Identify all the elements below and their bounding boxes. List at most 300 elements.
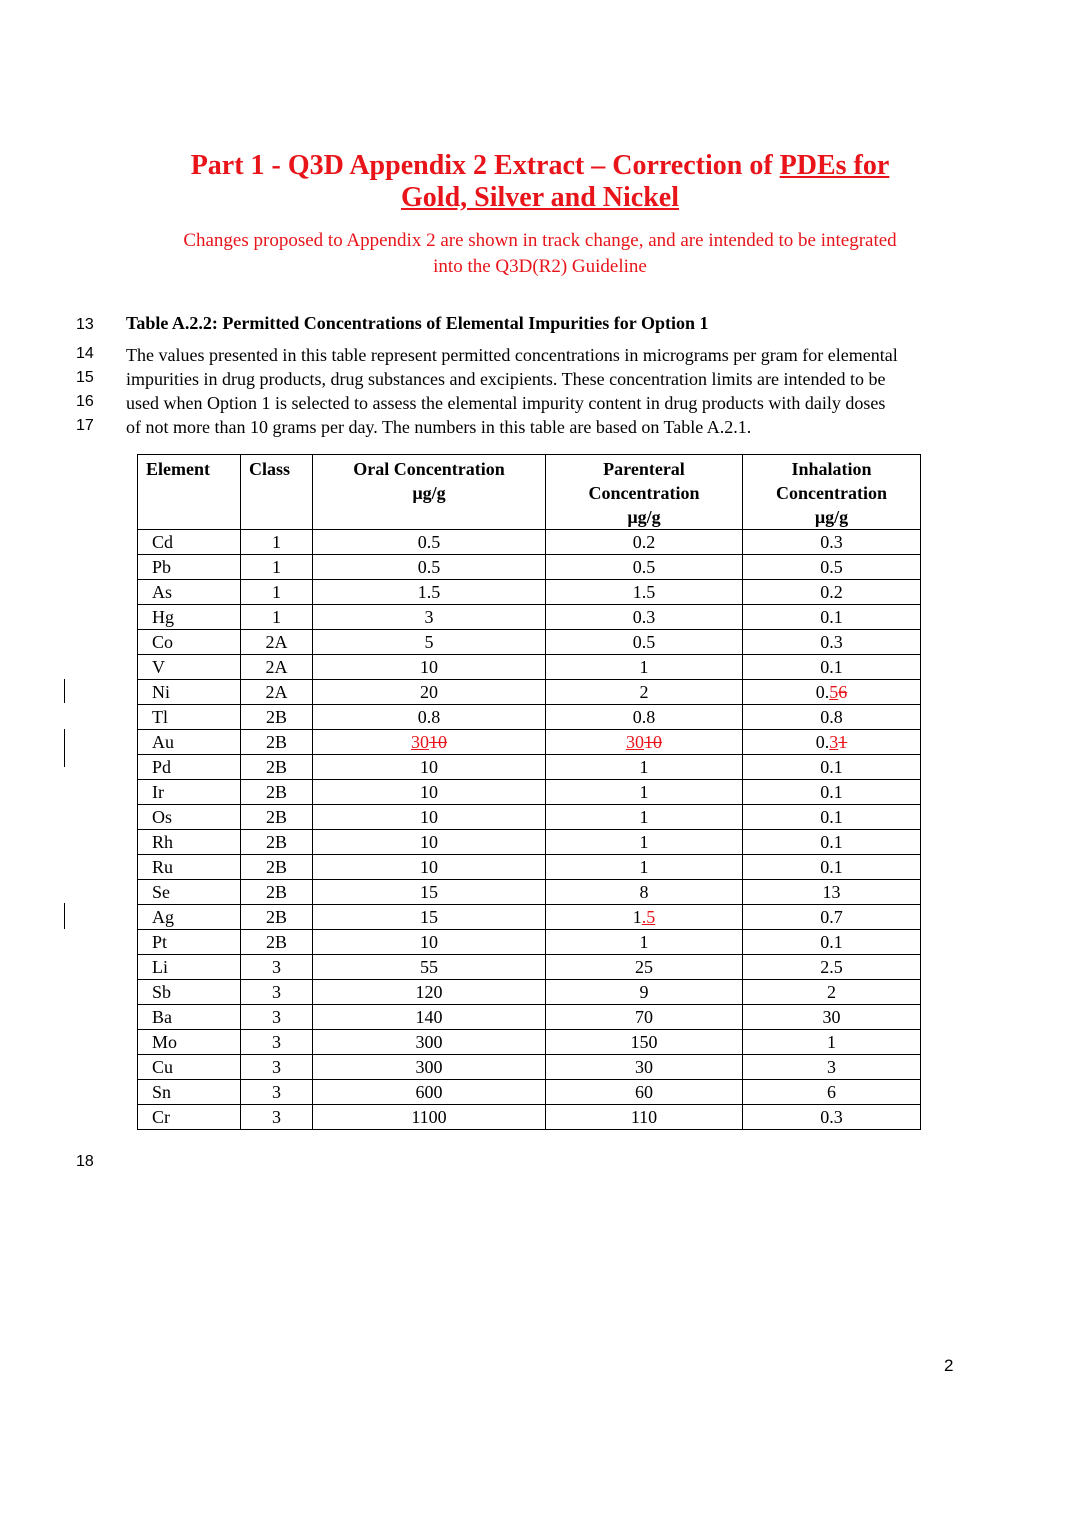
cell-element-value: V [152,657,165,677]
cell-element [138,730,241,755]
cell-inhalation-value: 0.3 [820,532,843,552]
cell-element [138,780,241,805]
cell-class [241,680,313,705]
cell-inhalation-value: 3 [827,1057,836,1077]
cell-element [138,805,241,830]
cell-parenteral-value: 2 [639,682,649,702]
cell-parenteral [546,730,743,755]
line-number: 16 [76,393,94,410]
cell-oral-value: 300 [415,1057,443,1077]
cell-inhalation [743,930,921,955]
cell-parenteral-value: 1.5 [632,582,656,602]
cell-class [241,630,313,655]
cell-oral-value: 1100 [411,1107,447,1127]
cell-inhalation-value: 0.2 [820,582,843,602]
header-element: Element [138,455,241,530]
cell-oral-value: 3 [424,607,434,627]
cell-oral-value: 15 [420,882,438,902]
cell-element-value: Pt [152,932,168,952]
cell-inhalation-value: 0.8 [820,707,843,727]
cell-oral-value: 5 [424,632,434,652]
cell-element-value: Se [152,882,170,902]
cell-class-value: 2A [265,632,288,652]
cell-class-value: 1 [272,582,281,602]
cell-inhalation-value: 0.7 [820,907,843,927]
header-inhalation-label: Inhalation [791,459,872,479]
cell-inhalation-value: 0.3 [820,632,843,652]
cell-oral [313,905,546,930]
inserted-text: .5 [641,907,656,927]
cell-parenteral-value: 150 [630,1032,658,1052]
cell-oral [313,1005,546,1030]
cell-element-value: Os [152,807,173,827]
deleted-text: 6 [838,682,848,702]
cell-parenteral-value: 8 [639,882,649,902]
line-number: 13 [76,316,94,333]
cell-oral-value: 10 [420,657,438,677]
change-bar [64,903,65,929]
cell-inhalation-value: 0.1 [820,807,843,827]
cell-parenteral [546,905,743,930]
cell-parenteral [546,630,743,655]
cell-element-value: As [152,582,173,602]
cell-parenteral-value: 0.2 [632,532,656,552]
intro-line: impurities in drug products, drug substances and excipients. These concentration limits are intended to be [126,369,886,389]
cell-class-value: 3 [272,1032,281,1052]
cell-parenteral-value: 1 [639,757,649,777]
cell-element-value: Ir [152,782,164,802]
cell-oral [313,1055,546,1080]
cell-element-value: Ag [152,907,174,927]
cell-parenteral [546,830,743,855]
table-row [138,830,921,855]
cell-inhalation [743,1105,921,1130]
cell-element [138,655,241,680]
header-oral-unit: µg/g [412,483,446,503]
concentration-table [137,454,921,1130]
cell-oral [313,980,546,1005]
cell-inhalation [743,630,921,655]
cell-parenteral [546,780,743,805]
table-row [138,880,921,905]
cell-element [138,555,241,580]
table-row [138,930,921,955]
cell-element-value: Mo [152,1032,178,1052]
cell-inhalation-value: 13 [822,882,841,902]
cell-parenteral [546,1105,743,1130]
cell-inhalation-value: 0.1 [820,782,843,802]
subtitle-line-2: into the Q3D(R2) Guideline [433,256,647,277]
cell-inhalation [743,880,921,905]
cell-oral-value: 20 [420,682,438,702]
cell-oral-value: 55 [420,957,438,977]
cell-oral-value: 0.5 [417,557,441,577]
header-parenteral-label-2: Concentration [588,483,700,503]
cell-parenteral [546,605,743,630]
cell-oral [313,605,546,630]
cell-oral [313,580,546,605]
cell-inhalation [743,1080,921,1105]
table-row [138,1105,921,1130]
cell-element-value: Cu [152,1057,174,1077]
cell-element-value: Tl [152,707,168,727]
cell-element [138,1105,241,1130]
cell-oral [313,880,546,905]
cell-element-value: Ru [152,857,174,877]
cell-oral-value: 0.5 [417,532,441,552]
cell-parenteral [546,680,743,705]
cell-parenteral [546,880,743,905]
cell-class [241,1055,313,1080]
table-body [138,530,921,1130]
cell-class [241,855,313,880]
cell-element [138,680,241,705]
cell-class [241,1005,313,1030]
cell-parenteral [546,555,743,580]
cell-oral [313,705,546,730]
cell-oral [313,830,546,855]
cell-oral-value: 10 [420,857,438,877]
cell-element [138,755,241,780]
inserted-text: 3 [829,732,839,752]
header-class: Class [241,455,313,530]
cell-oral-value: 10 [420,782,438,802]
cell-inhalation-value: 0.1 [820,607,843,627]
cell-class [241,830,313,855]
cell-oral [313,655,546,680]
header-parenteral-unit: µg/g [627,507,661,527]
cell-class-value: 2A [265,682,288,702]
cell-inhalation-value: 0.1 [820,657,843,677]
cell-element-value: Hg [152,607,174,627]
cell-parenteral-value: 60 [635,1082,653,1102]
cell-element [138,930,241,955]
cell-inhalation [743,1055,921,1080]
cell-parenteral-value: 1 [639,657,649,677]
cell-class-value: 2A [265,657,288,677]
header-oral-label: Oral Concentration [353,459,505,479]
cell-class-value: 2B [265,882,287,902]
header-parenteral-label: Parenteral [603,459,685,479]
cell-oral [313,805,546,830]
table-caption: Table A.2.2: Permitted Concentrations of Elemental Impurities for Option 1 [126,313,709,333]
cell-class [241,555,313,580]
cell-oral-value: 300 [415,1032,443,1052]
cell-oral-value: 10 [420,807,438,827]
cell-parenteral [546,1055,743,1080]
cell-inhalation-value: 2 [827,982,836,1002]
cell-oral-value: 600 [415,1082,443,1102]
cell-class [241,780,313,805]
cell-class-value: 3 [272,982,281,1002]
cell-class [241,930,313,955]
cell-element [138,580,241,605]
cell-class [241,580,313,605]
table-row [138,955,921,980]
cell-parenteral [546,980,743,1005]
inserted-text: 5 [829,682,839,702]
cell-class [241,805,313,830]
cell-inhalation-value: 0. [815,682,830,702]
cell-oral-value: 120 [415,982,443,1002]
header-parenteral [546,455,743,530]
cell-parenteral-value: 1 [639,832,649,852]
cell-class-value: 1 [272,607,281,627]
cell-oral-value: 1.5 [417,582,441,602]
line-number: 17 [76,417,94,434]
line-number: 14 [76,345,94,362]
cell-class [241,955,313,980]
cell-parenteral-value: 0.3 [632,607,656,627]
cell-inhalation-value: 0.3 [820,1107,843,1127]
cell-class-value: 3 [272,1082,281,1102]
deleted-text: 10 [429,732,447,752]
cell-oral [313,930,546,955]
cell-element [138,830,241,855]
document-title [140,150,940,214]
cell-element [138,855,241,880]
cell-inhalation-value: 0.1 [820,832,843,852]
cell-inhalation-value: 0.1 [820,857,843,877]
cell-inhalation [743,730,921,755]
cell-parenteral [546,755,743,780]
title-underlined-2: Gold, Silver and Nickel [401,182,679,213]
cell-element-value: Li [152,957,168,977]
table-row [138,680,921,705]
cell-element [138,980,241,1005]
header-oral [313,455,546,530]
table-row [138,705,921,730]
cell-element [138,955,241,980]
cell-element-value: Ba [152,1007,172,1027]
cell-inhalation-value: 30 [822,1007,841,1027]
cell-oral [313,780,546,805]
cell-class-value: 1 [272,532,281,552]
cell-oral [313,630,546,655]
table-row [138,530,921,555]
cell-class-value: 2B [265,782,287,802]
cell-element-value: Pd [152,757,172,777]
cell-class-value: 3 [272,1107,281,1127]
cell-parenteral [546,1005,743,1030]
cell-class [241,1080,313,1105]
cell-inhalation [743,1005,921,1030]
title-underlined-1: PDEs for [779,150,890,181]
cell-parenteral [546,1080,743,1105]
cell-inhalation-value: 0.1 [820,932,843,952]
cell-class-value: 2B [265,807,287,827]
deleted-text: 10 [644,732,662,752]
cell-class [241,980,313,1005]
cell-class-value: 2B [265,932,287,952]
cell-parenteral-value: 110 [630,1107,658,1127]
cell-element-value: Rh [152,832,174,852]
cell-class [241,655,313,680]
table-row [138,980,921,1005]
deleted-text: 1 [838,732,848,752]
cell-parenteral [546,655,743,680]
cell-element [138,1080,241,1105]
table-row [138,1030,921,1055]
change-bar [64,679,65,703]
cell-class [241,605,313,630]
cell-parenteral-value: 1 [639,857,649,877]
cell-inhalation [743,780,921,805]
change-bar [64,729,65,767]
cell-inhalation-value: 6 [827,1082,836,1102]
cell-parenteral-value: 0.8 [632,707,656,727]
table-row [138,805,921,830]
cell-inhalation-value: 0.1 [820,757,843,777]
cell-parenteral [546,930,743,955]
cell-parenteral-value: 1 [639,782,649,802]
cell-parenteral [546,855,743,880]
cell-class-value: 2B [265,832,287,852]
cell-inhalation [743,755,921,780]
cell-oral [313,1080,546,1105]
table-row [138,780,921,805]
cell-class [241,530,313,555]
cell-parenteral-value: 1 [632,907,642,927]
cell-inhalation [743,905,921,930]
table-row [138,655,921,680]
inserted-text: 30 [411,732,429,752]
intro-line: The values presented in this table represent permitted concentrations in micrograms per gram for elemental [126,345,898,365]
cell-parenteral-value: 1 [639,932,649,952]
cell-oral [313,680,546,705]
cell-oral [313,530,546,555]
table-row [138,1005,921,1030]
cell-element [138,605,241,630]
cell-element-value: Co [152,632,174,652]
table-row [138,755,921,780]
cell-element-value: Sn [152,1082,172,1102]
table-row [138,1055,921,1080]
cell-class [241,880,313,905]
cell-oral [313,955,546,980]
cell-class [241,755,313,780]
title-part: Part 1 - Q3D Appendix 2 Extract – Correction of [190,150,780,181]
cell-class [241,1030,313,1055]
cell-oral [313,1105,546,1130]
line-number: 18 [76,1153,94,1170]
cell-element [138,880,241,905]
header-inhalation [743,455,921,530]
cell-element [138,1005,241,1030]
cell-element [138,1055,241,1080]
inserted-text: 30 [626,732,644,752]
cell-inhalation [743,955,921,980]
cell-inhalation [743,805,921,830]
cell-inhalation [743,680,921,705]
cell-oral-value: 10 [420,932,438,952]
cell-inhalation [743,605,921,630]
cell-inhalation [743,830,921,855]
intro-line: of not more than 10 grams per day. The numbers in this table are based on Table A.2.1. [126,417,752,437]
cell-parenteral [546,955,743,980]
cell-class-value: 1 [272,557,281,577]
cell-class [241,730,313,755]
header-inhalation-unit: µg/g [814,507,849,527]
cell-oral [313,755,546,780]
cell-inhalation [743,855,921,880]
table-row [138,580,921,605]
cell-inhalation [743,980,921,1005]
table-row [138,555,921,580]
cell-oral [313,855,546,880]
cell-class-value: 2B [265,907,287,927]
cell-inhalation [743,580,921,605]
cell-class-value: 2B [265,757,287,777]
cell-parenteral-value: 0.5 [632,632,656,652]
cell-inhalation-value: 1 [827,1032,836,1052]
table-row [138,1080,921,1105]
cell-element-value: Cr [152,1107,170,1127]
cell-element [138,530,241,555]
cell-oral-value: 10 [420,832,438,852]
intro-paragraph [126,343,966,439]
cell-class [241,705,313,730]
page-number: 2 [944,1356,954,1375]
cell-inhalation [743,705,921,730]
cell-inhalation-value: 0.5 [820,557,843,577]
cell-inhalation-value: 0. [815,732,830,752]
table-row [138,630,921,655]
cell-oral [313,1030,546,1055]
cell-parenteral [546,805,743,830]
table-row [138,605,921,630]
cell-element [138,905,241,930]
cell-class-value: 3 [272,1007,281,1027]
cell-class [241,1105,313,1130]
header-inhalation-label-2: Concentration [776,483,887,503]
table-row [138,730,921,755]
cell-parenteral [546,530,743,555]
cell-element [138,630,241,655]
document-subtitle [120,228,960,280]
cell-parenteral-value: 9 [639,982,649,1002]
line-number: 15 [76,369,94,386]
cell-element-value: Au [152,732,174,752]
cell-parenteral-value: 25 [635,957,653,977]
cell-class-value: 2B [265,857,287,877]
cell-element [138,1030,241,1055]
cell-class [241,905,313,930]
cell-element-value: Ni [152,682,170,702]
cell-element-value: Sb [152,982,172,1002]
cell-parenteral-value: 1 [639,807,649,827]
cell-parenteral-value: 30 [635,1057,653,1077]
table-header-row [138,455,921,530]
cell-oral [313,555,546,580]
cell-inhalation [743,530,921,555]
cell-oral-value: 140 [415,1007,443,1027]
cell-class-value: 3 [272,957,281,977]
cell-oral-value: 10 [420,757,438,777]
cell-class-value: 2B [265,732,287,752]
cell-oral-value: 0.8 [417,707,441,727]
cell-parenteral-value: 0.5 [632,557,656,577]
cell-inhalation [743,555,921,580]
cell-element [138,705,241,730]
cell-oral-value: 15 [420,907,438,927]
intro-line: used when Option 1 is selected to assess the elemental impurity content in drug products with daily doses [126,393,886,413]
cell-parenteral-value: 70 [635,1007,653,1027]
cell-inhalation [743,1030,921,1055]
table-row [138,855,921,880]
cell-parenteral [546,705,743,730]
cell-oral [313,730,546,755]
